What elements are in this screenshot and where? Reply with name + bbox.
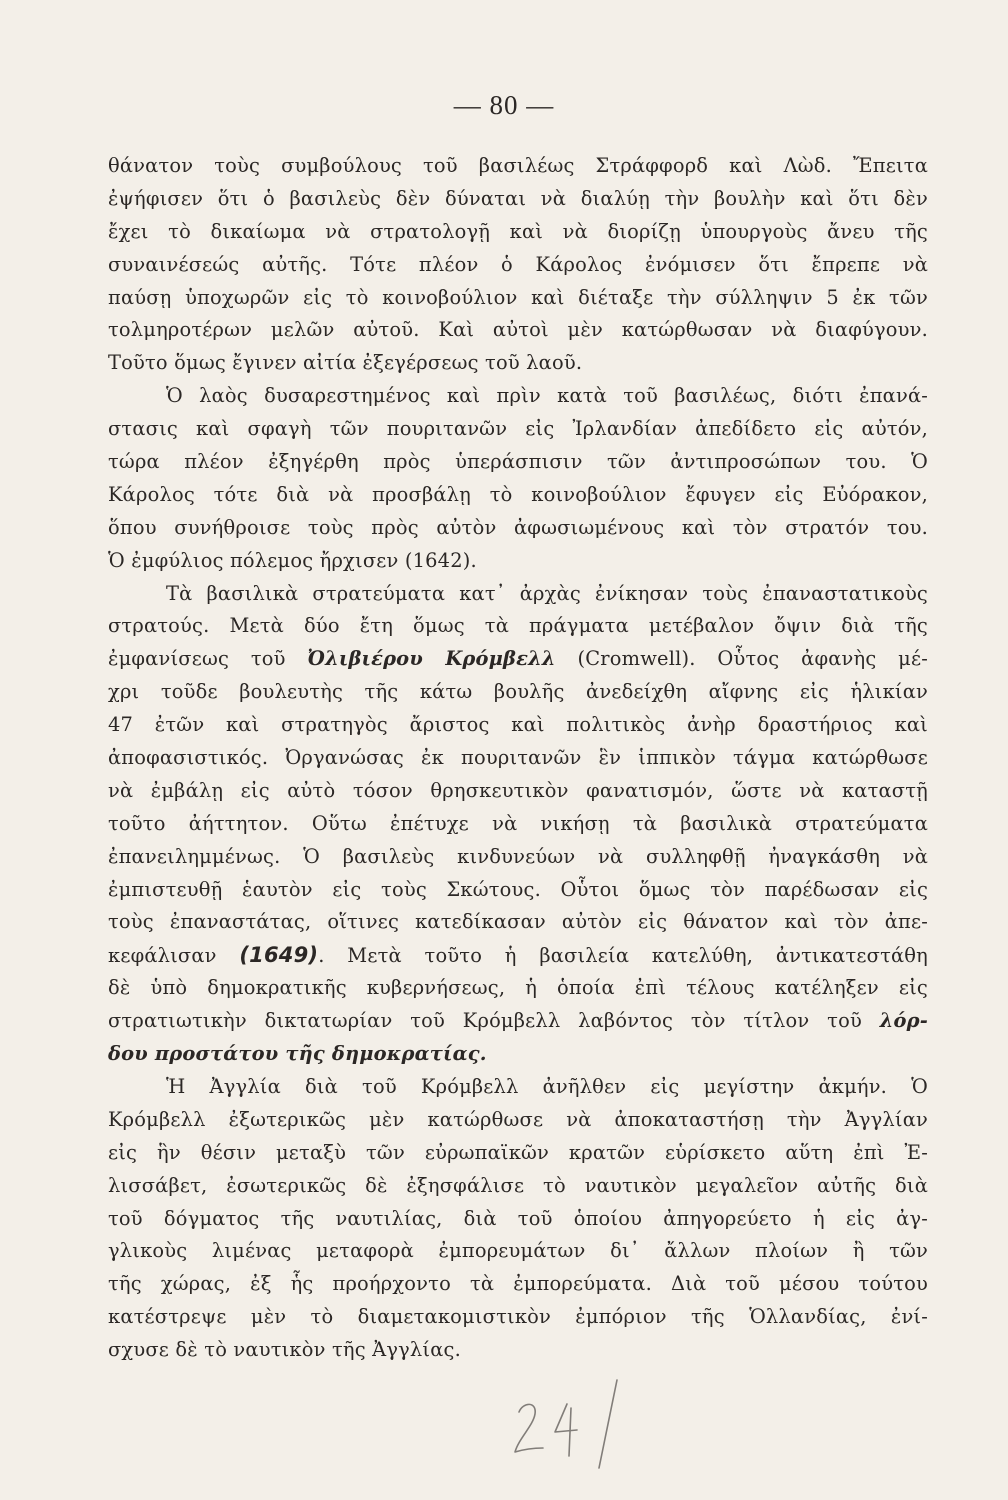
text-fragment: ἐμφανίσεως τοῦ — [108, 647, 286, 671]
text-line: στρατούς. Μετὰ δύο ἔτη ὅμως τὰ πράγματα μετέβαλον ὄψιν διὰ τῆς — [108, 614, 928, 638]
text-line: τολμηροτέρων μελῶν αὐτοῦ. Καὶ αὐτοὶ μὲν κατώρθωσαν νὰ διαφύγουν. — [108, 318, 928, 342]
text-line: Ἡ Ἀγγλία διὰ τοῦ Κρόμβελλ ἀνῆλθεν εἰς μεγίστην ἀκμήν. Ὁ — [166, 1074, 928, 1098]
text-line: Τὰ βασιλικὰ στρατεύματα κατ᾿ ἀρχὰς ἐνίκησαν τοὺς ἐπαναστατικοὺς — [166, 581, 928, 605]
body-text — [108, 150, 928, 1367]
text-line: νὰ ἐμβάλῃ εἰς αὐτὸ τόσον θρησκευτικὸν φανατισμόν, ὥστε νὰ καταστῇ — [108, 778, 928, 802]
text-line — [108, 1005, 928, 1038]
text-line: λισσάβετ, ἐσωτερικῶς δὲ ἐξησφάλισε τὸ ναυτικὸν μεγαλεῖον αὐτῆς διὰ — [108, 1173, 928, 1197]
text-line: Ὁ λαὸς δυσαρεστημένος καὶ πρὶν κατὰ τοῦ βασιλέως, διότι ἐπανά- — [166, 384, 928, 408]
text-line: εἰς ἣν θέσιν μεταξὺ τῶν εὐρωπαϊκῶν κρατῶν εὑρίσκετο αὕτη ἐπὶ Ἐ- — [108, 1140, 928, 1164]
emphasized-title: λόρ- — [879, 1009, 928, 1033]
text-line — [108, 939, 928, 972]
text-line: θάνατον τοὺς συμβούλους τοῦ βασιλέως Στράφφορδ καὶ Λὼδ. Ἔπειτα — [108, 154, 928, 177]
text-line: χρι τοῦδε βουλευτὴς τῆς κάτω βουλῆς ἀνεδείχθη αἴφνης εἰς ἡλικίαν — [108, 680, 928, 704]
text-line: ὅπου συνήθροισε τοὺς πρὸς αὐτὸν ἀφωσιωμένους καὶ τὸν στρατόν του. — [108, 515, 928, 539]
text-line: ἐπανειλημμένως. Ὁ βασιλεὺς κινδυνεύων νὰ συλληφθῇ ἠναγκάσθη νὰ — [108, 844, 928, 868]
text-line: Κάρολος τότε διὰ νὰ προσβάλῃ τὸ κοινοβούλιον ἔφυγεν εἰς Εὐόρακον, — [108, 482, 928, 506]
text-line: κατέστρεψε μὲν τὸ διαμετακομιστικὸν ἐμπόριον τῆς Ὁλλανδίας, ἐνί- — [108, 1305, 928, 1329]
text-fragment: (Cromwell). Οὗτος ἀφανὴς μέ- — [577, 647, 928, 671]
text-line: ἐψήφισεν ὅτι ὁ βασιλεὺς δὲν δύναται νὰ διαλύῃ τὴν βουλὴν καὶ ὅτι δὲν — [108, 186, 928, 210]
text-fragment: . Μετὰ τοῦτο ἡ βασιλεία κατελύθη, ἀντικατεστάθη — [318, 944, 928, 968]
text-line: τοὺς ἐπαναστάτας, οἵτινες κατεδίκασαν αὐτὸν εἰς θάνατον καὶ τὸν ἀπε- — [108, 910, 928, 934]
text-line: Κρόμβελλ ἐξωτερικῶς μὲν κατώρθωσε νὰ ἀποκαταστήσῃ τὴν Ἀγγλίαν — [108, 1107, 928, 1131]
text-line: ἀποφασιστικός. Ὀργανώσας ἐκ πουριτανῶν ἓν ἱππικὸν τάγμα κατώρθωσε — [108, 746, 928, 770]
text-line — [108, 643, 928, 676]
page-number: — 80 — — [453, 90, 555, 120]
emphasized-date: (1649) — [239, 943, 319, 968]
emphasized-title: δου προστάτου τῆς δημοκρατίας. — [108, 1042, 487, 1066]
text-line: Τοῦτο ὅμως ἔγινεν αἰτία ἐξεγέρσεως τοῦ λαοῦ. — [108, 351, 583, 375]
text-line: δὲ ὑπὸ δημοκρατικῆς κυβερνήσεως, ἡ ὁποία ἐπὶ τέλους κατέληξεν εἰς — [108, 976, 928, 1000]
text-line: τώρα πλέον ἐξηγέρθη πρὸς ὑπεράσπισιν τῶν ἀντιπροσώπων του. Ὁ — [108, 450, 928, 474]
text-line: τῆς χώρας, ἐξ ἧς προήρχοντο τὰ ἐμπορεύματα. Διὰ τοῦ μέσου τούτου — [108, 1272, 928, 1296]
text-line: ἐμπιστευθῇ ἑαυτὸν εἰς τοὺς Σκώτους. Οὗτοι ὅμως τὸν παρέδωσαν εἰς — [108, 877, 928, 901]
text-line: τοῦ δόγματος τῆς ναυτιλίας, διὰ τοῦ ὁποίου ἀπηγορεύετο ἡ εἰς ἀγ- — [108, 1206, 928, 1230]
text-line: Ὁ ἐμφύλιος πόλεμος ἤρχισεν (1642). — [108, 548, 477, 572]
emphasized-name: Ὀλιβιέρου Κρόμβελλ — [307, 647, 556, 671]
handwritten-pencil-mark — [505, 1368, 635, 1473]
text-line: τοῦτο ἀήττητον. Οὕτω ἐπέτυχε νὰ νικήσῃ τὰ βασιλικὰ στρατεύματα — [108, 811, 928, 835]
text-line: ἔχει τὸ δικαίωμα νὰ στρατολογῇ καὶ νὰ διορίζῃ ὑπουργοὺς ἄνευ τῆς — [108, 219, 928, 243]
text-line: παύσῃ ὑποχωρῶν εἰς τὸ κοινοβούλιον καὶ διέταξε τὴν σύλληψιν 5 ἐκ τῶν — [108, 285, 928, 309]
text-line: στασις καὶ σφαγὴ τῶν πουριτανῶν εἰς Ἰρλανδίαν ἀπεδίδετο εἰς αὐτόν, — [108, 417, 928, 441]
text-fragment: κεφάλισαν — [108, 944, 217, 968]
text-fragment: στρατιωτικὴν δικτατωρίαν τοῦ Κρόμβελλ λαβόντος τὸν τίτλον τοῦ — [108, 1009, 862, 1033]
text-line: 47 ἐτῶν καὶ στρατηγὸς ἄριστος καὶ πολιτικὸς ἀνὴρ δραστήριος καὶ — [108, 713, 928, 737]
text-line: συναινέσεώς αὐτῆς. Τότε πλέον ὁ Κάρολος ἐνόμισεν ὅτι ἔπρεπε νὰ — [108, 252, 928, 276]
text-line: σχυσε δὲ τὸ ναυτικὸν τῆς Ἀγγλίας. — [108, 1338, 461, 1362]
text-line: γλικοὺς λιμένας μεταφορὰ ἐμπορευμάτων δι᾿ ἄλλων πλοίων ἢ τῶν — [108, 1239, 928, 1263]
